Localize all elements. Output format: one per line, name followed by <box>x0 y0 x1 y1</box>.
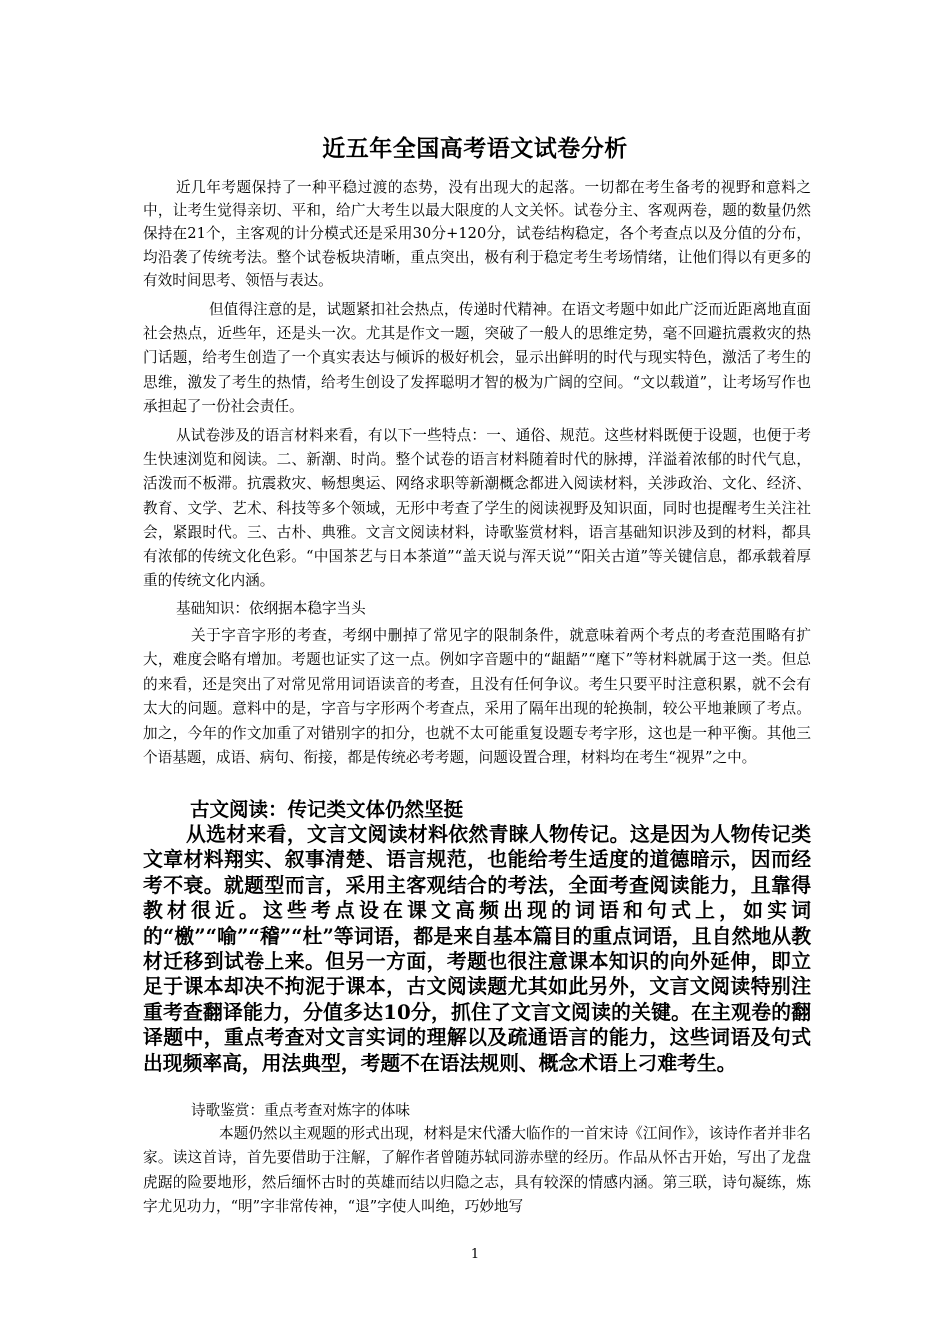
section-heading-poetry-appreciation: 诗歌鉴赏：重点考查对炼字的体味 <box>191 1102 410 1119</box>
paragraph-materials: 从试卷涉及的语言材料来看，有以下一些特点：一、通俗、规范。这些材料既便于设题，也便于考生快速浏览和阅读。二、新潮、时尚。整个试卷的语言材料随着时代的脉搏，洋溢着浓郁的时代气息，活泼而不板滞。抗震救灾、畅想奥运、网络求职等新潮概念都进入阅读材料，关涉政治、文化、经济、教育、文学、艺术、科技等多个领域，无形中考查了学生的阅读视野及知识面，同时也提醒考生关注社会，紧跟时代。三、古朴、典雅。文言文阅读材料，诗歌鉴赏材料，语言基础知识涉及到的材料，都具有浓郁的传统文化色彩。“中国茶艺与日本茶道”“盖天说与浑天说”“阳关古道”等关键信息，都承载着厚重的传统文化内涵。 <box>143 427 811 590</box>
paragraph-classical-reading: 从选材来看，文言文阅读材料依然青睐人物传记。这是因为人物传记类文章材料翔实、叙事清楚、语言规范，也能给考生适度的道德暗示，因而经考不衰。就题型而言，采用主客观结合的考法，全面考查阅读能力，且靠得教材很近。这些考点设在课文高频出现的词语和句式上，如实词的“檄”“喻”“稽”“杜”等词语，都是来自基本篇目的重点词语，且自然地从教材迁移到试卷上来。但另一方面，考题也很注意课本知识的向外延伸，即立足于课本却决不拘泥于课本，古文阅读题尤其如此另外，文言文阅读特别注重考查翻译能力，分值多达10分，抓住了文言文阅读的关键。在主观卷的翻译题中，重点考查对文言实词的理解以及疏通语言的能力，这些词语及句式出现频率高，用法典型，考题不在语法规则、概念术语上刁难考生。 <box>143 822 811 1075</box>
paragraph-hot-topics: 但值得注意的是，试题紧扣社会热点，传递时代精神。在语文考题中如此广泛而近距离地直面社会热点，近些年，还是头一次。尤其是作文一题，突破了一般人的思维定势，毫不回避抗震救灾的热门话题，给考生创造了一个真实表达与倾诉的极好机会，显示出鲜明的时代与现实特色，激活了考生的思维，激发了考生的热情，给考生创设了发挥聪明才智的极为广阔的空间。“文以载道”，让考场写作也承担起了一份社会责任。 <box>143 301 811 415</box>
paragraph-intro: 近几年考题保持了一种平稳过渡的态势，没有出现大的起落。一切都在考生备考的视野和意料之中，让考生觉得亲切、平和，给广大考生以最大限度的人文关怀。试卷分主、客观两卷，题的数量仍然保持在21个，主客观的计分模式还是采用30分+120分，试卷结构稳定，各个考查点以及分值的分布，均沿袭了传统考法。整个试卷板块清晰，重点突出，极有利于稳定考生考场情绪，让他们得以有更多的有效时间思考、领悟与表达。 <box>143 179 811 289</box>
paragraph-basic-knowledge: 关于字音字形的考查，考纲中删掉了常见字的限制条件，就意味着两个考点的考查范围略有扩大，难度会略有增加。考题也证实了这一点。例如字音题中的“龃龉”“麾下”等材料就属于这一类。但总的来看，还是突出了对常见常用词语读音的考查，且没有任何争议。考生只要平时注意积累，就不会有太大的问题。意料中的是，字音与字形两个考查点，采用了隔年出现的轮换制，较公平地兼顾了考点。加之，今年的作文加重了对错别字的扣分，也就不太可能重复设题专考字形，这也是一种平衡。其他三个语基题，成语、病句、衔接，都是传统必考考题，问题设置合理，材料均在考生“视界”之中。 <box>143 627 811 767</box>
page-number: 1 <box>470 1247 480 1262</box>
section-heading-basic-knowledge: 基础知识：依纲据本稳字当头 <box>176 600 366 617</box>
section-heading-classical-reading: 古文阅读：传记类文体仍然坚挺 <box>190 798 464 821</box>
document-title: 近五年全国高考语文试卷分析 <box>322 135 628 162</box>
paragraph-poetry-appreciation: 本题仍然以主观题的形式出现，材料是宋代潘大临作的一首宋诗《江间作》，该诗作者并非名家。读这首诗，首先要借助于注解，了解作者曾随苏轼同游赤壁的经历。作品从怀古开始，写出了龙盘虎踞的险要地形，然后缅怀古时的英雄而结以归隐之志，具有较深的情感内涵。第三联，诗句凝练，炼字尤见功力，“明”字非常传神，“退”字使人叫绝，巧妙地写 <box>143 1125 811 1215</box>
